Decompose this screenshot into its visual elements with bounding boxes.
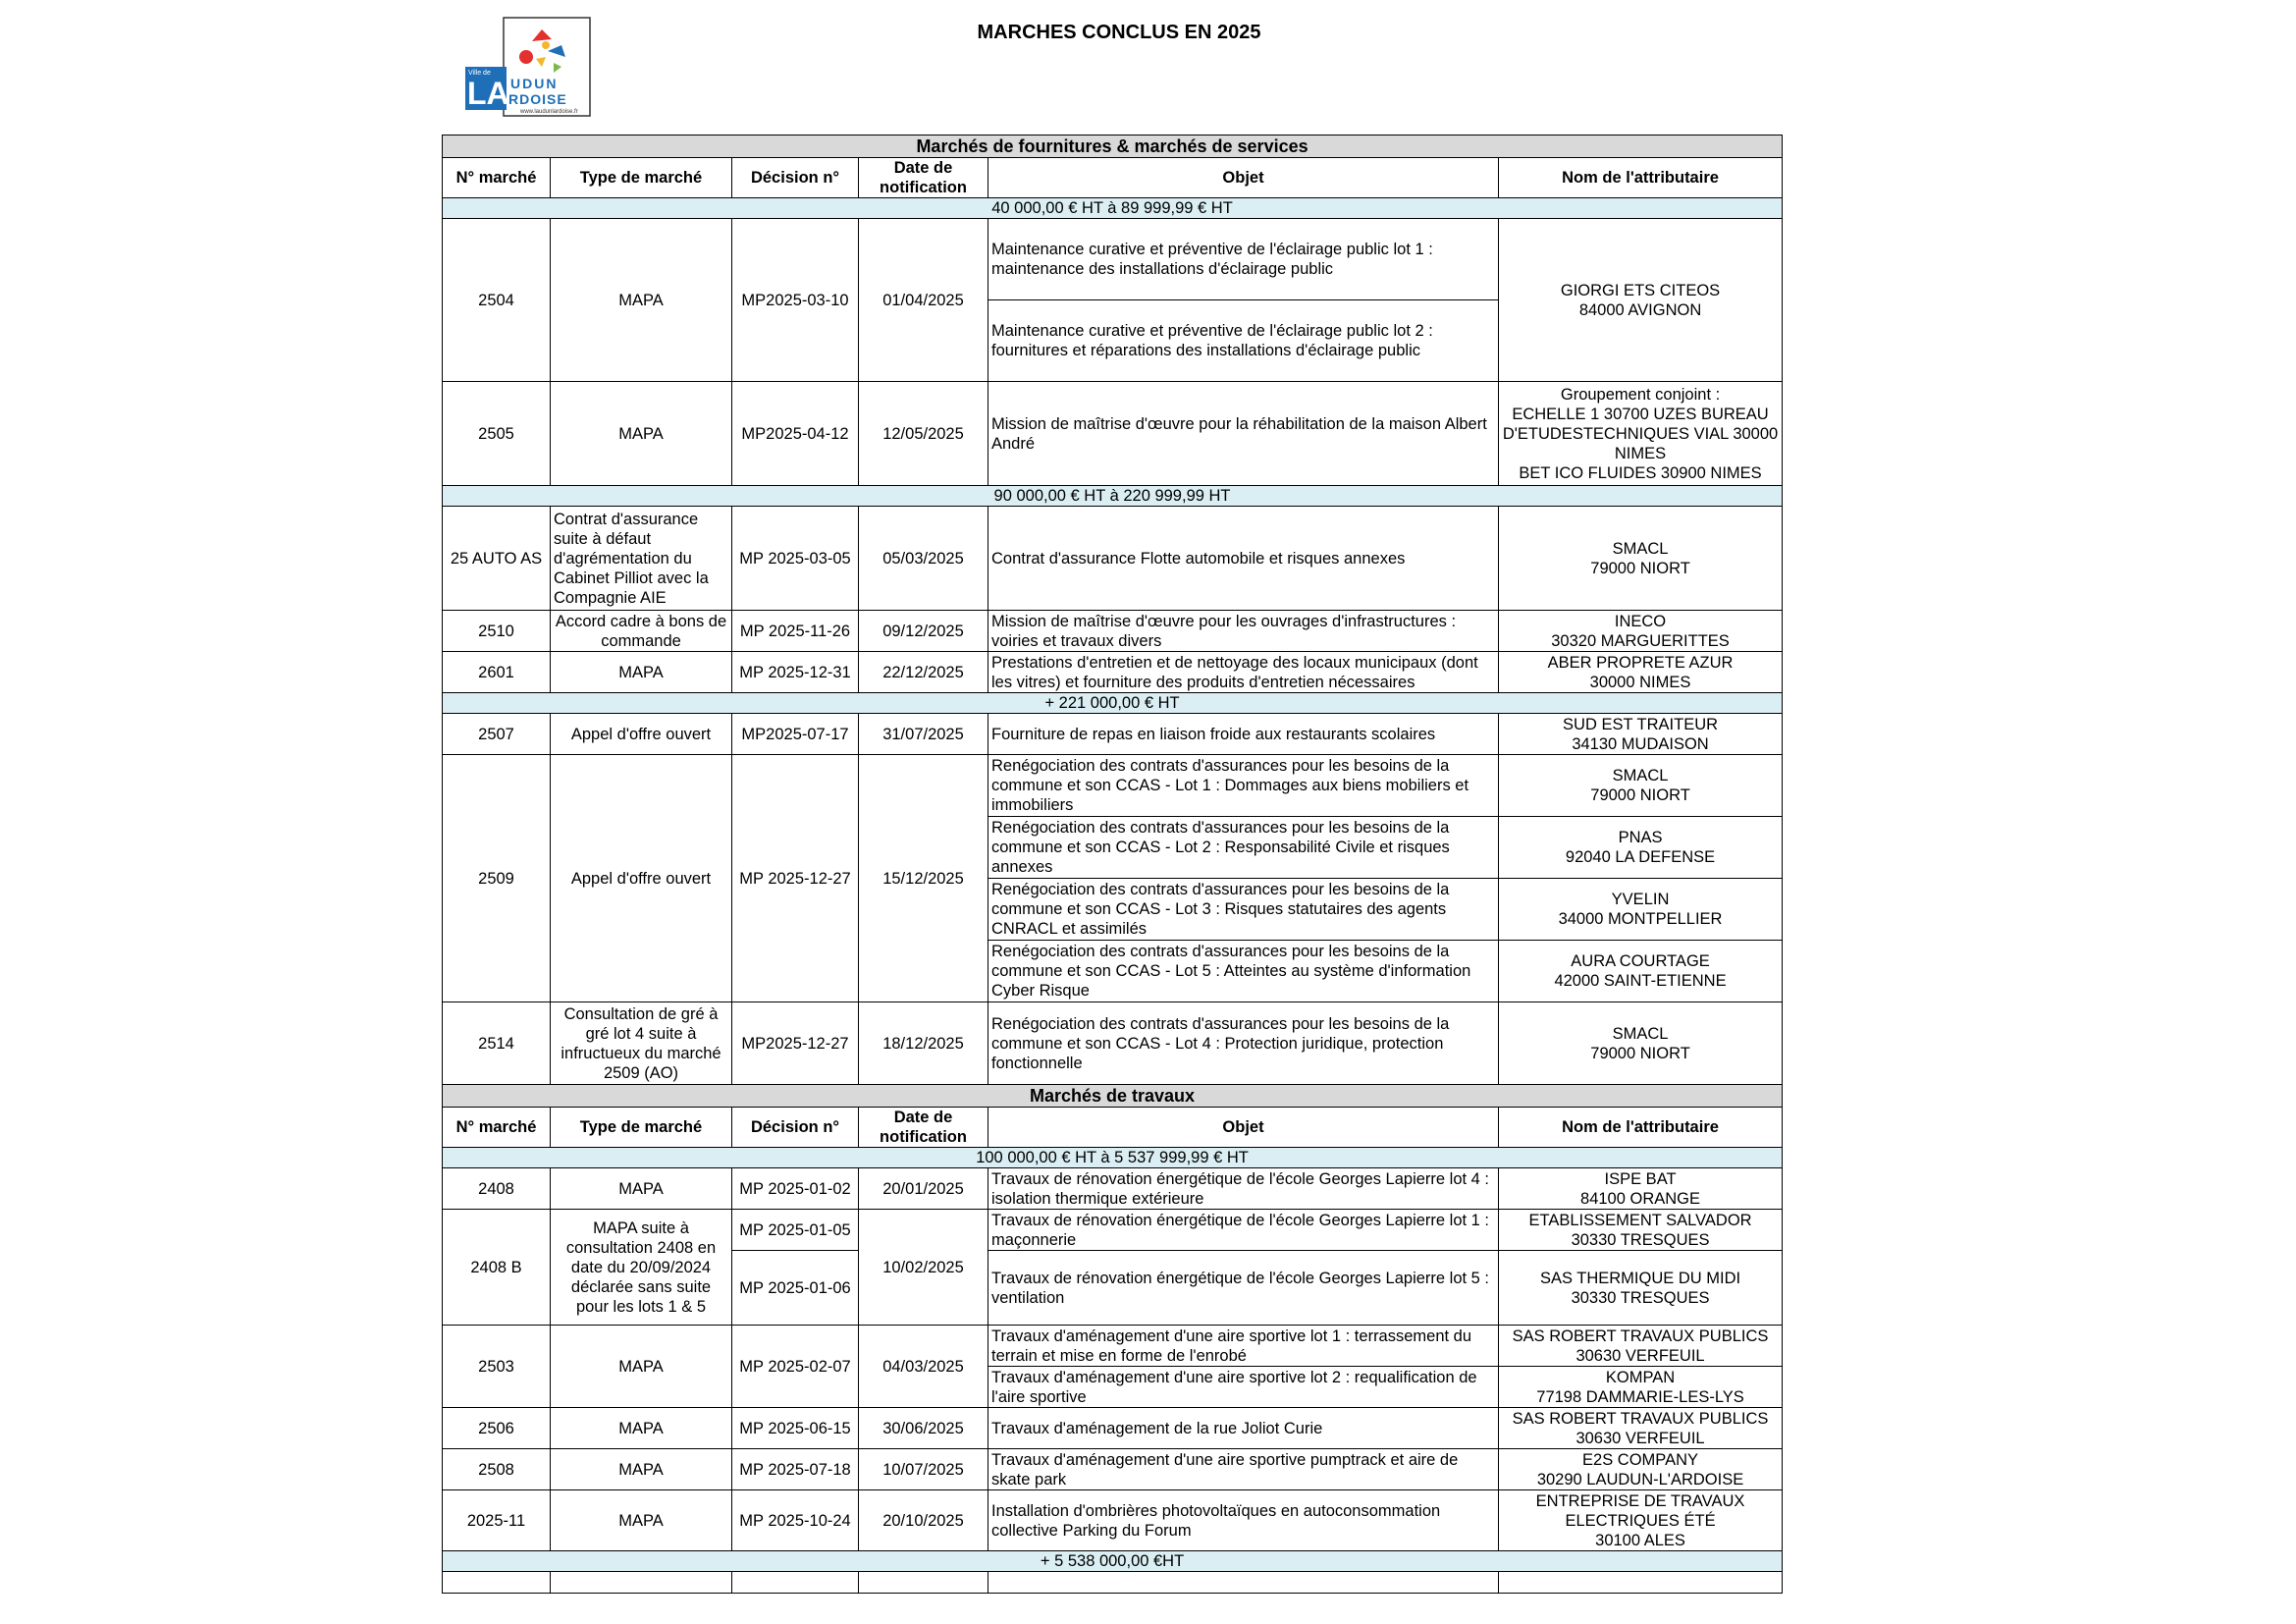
cell-decision: MP 2025-02-07 (732, 1326, 859, 1408)
cell-decision: MP2025-03-10 (732, 219, 859, 382)
cell-attributaire: SMACL 79000 NIORT (1499, 1002, 1783, 1085)
cell-attributaire: ISPE BAT 84100 ORANGE (1499, 1168, 1783, 1210)
cell-decision: MP2025-07-17 (732, 714, 859, 755)
cell-numero: 2507 (443, 714, 551, 755)
cell-objet: Travaux d'aménagement d'une aire sportive lot 2 : requalification de l'aire sportive (988, 1367, 1499, 1408)
cell-decision: MP2025-12-27 (732, 1002, 859, 1085)
cell-attributaire: INECO 30320 MARGUERITTES (1499, 611, 1783, 652)
cell-date: 12/05/2025 (859, 382, 988, 486)
cell-attributaire: E2S COMPANY 30290 LAUDUN-L'ARDOISE (1499, 1449, 1783, 1490)
col-header-type: Type de marché (551, 1108, 732, 1148)
col-header-objet: Objet (988, 1108, 1499, 1148)
cell-objet: Renégociation des contrats d'assurances pour les besoins de la commune et son CCAS - Lot 4 : Protection juridique, protection fonctionnelle (988, 1002, 1499, 1085)
cell-type: Consultation de gré à gré lot 4 suite à infructueux du marché 2509 (AO) (551, 1002, 732, 1085)
col-header-decision: Décision n° (732, 158, 859, 198)
cell-decision: MP 2025-01-06 (732, 1251, 859, 1326)
cell-numero: 2504 (443, 219, 551, 382)
svg-text:www.laudunlardoise.fr: www.laudunlardoise.fr (520, 109, 578, 115)
cell-date: 05/03/2025 (859, 507, 988, 611)
col-header-numero: N° marché (443, 1108, 551, 1148)
col-header-attributaire: Nom de l'attributaire (1499, 1108, 1783, 1148)
cell-date: 10/07/2025 (859, 1449, 988, 1490)
cell-numero: 2601 (443, 652, 551, 693)
contracts-table (442, 135, 1783, 1594)
cell-date: 31/07/2025 (859, 714, 988, 755)
cell-type: MAPA (551, 219, 732, 382)
cell-decision: MP 2025-03-05 (732, 507, 859, 611)
cell-attributaire: Groupement conjoint : ECHELLE 1 30700 UZES BUREAU D'ETUDESTECHNIQUES VIAL 30000 NIMES BET ICO FLUIDES 30900 NIMES (1499, 382, 1783, 486)
cell-attributaire: SUD EST TRAITEUR 34130 MUDAISON (1499, 714, 1783, 755)
table-row (443, 1408, 1783, 1449)
cell-date: 18/12/2025 (859, 1002, 988, 1085)
table-row (443, 1449, 1783, 1490)
cell-objet: Mission de maîtrise d'œuvre pour la réhabilitation de la maison Albert André (988, 382, 1499, 486)
cell-objet: Travaux de rénovation énergétique de l'école Georges Lapierre lot 5 : ventilation (988, 1251, 1499, 1326)
city-logo (459, 16, 592, 118)
cell-decision: MP 2025-01-05 (732, 1210, 859, 1251)
cell-objet: Prestations d'entretien et de nettoyage des locaux municipaux (dont les vitres) et fourniture des produits d'entretien nécessaires (988, 652, 1499, 693)
cell-numero: 2508 (443, 1449, 551, 1490)
cell-objet: Travaux d'aménagement d'une aire sportive pumptrack et aire de skate park (988, 1449, 1499, 1490)
cell-numero: 2514 (443, 1002, 551, 1085)
cell-date: 22/12/2025 (859, 652, 988, 693)
cell-decision: MP 2025-06-15 (732, 1408, 859, 1449)
table-row (443, 1002, 1783, 1085)
table-row (443, 1210, 1783, 1251)
amount-band: 100 000,00 € HT à 5 537 999,99 € HT (443, 1148, 1783, 1168)
cell-attributaire: ENTREPRISE DE TRAVAUX ELECTRIQUES ÉTÉ 30100 ALES (1499, 1490, 1783, 1551)
col-header-type: Type de marché (551, 158, 732, 198)
cell-attributaire: GIORGI ETS CITEOS 84000 AVIGNON (1499, 219, 1783, 382)
cell-type: Appel d'offre ouvert (551, 714, 732, 755)
cell-attributaire: SAS THERMIQUE DU MIDI 30330 TRESQUES (1499, 1251, 1783, 1326)
cell-numero: 2509 (443, 755, 551, 1002)
cell-type: MAPA (551, 1490, 732, 1551)
cell-type: Appel d'offre ouvert (551, 755, 732, 1002)
cell-decision: MP 2025-12-27 (732, 755, 859, 1002)
cell-date: 04/03/2025 (859, 1326, 988, 1408)
col-header-objet: Objet (988, 158, 1499, 198)
cell-attributaire: SMACL 79000 NIORT (1499, 507, 1783, 611)
cell-attributaire: SAS ROBERT TRAVAUX PUBLICS 30630 VERFEUIL (1499, 1326, 1783, 1367)
cell-numero: 25 AUTO AS (443, 507, 551, 611)
cell-objet: Travaux d'aménagement d'une aire sportive lot 1 : terrassement du terrain et mise en forme de l'enrobé (988, 1326, 1499, 1367)
cell-attributaire: SAS ROBERT TRAVAUX PUBLICS 30630 VERFEUIL (1499, 1408, 1783, 1449)
cell-date: 20/10/2025 (859, 1490, 988, 1551)
cell-attributaire: ABER PROPRETE AZUR 30000 NIMES (1499, 652, 1783, 693)
cell-objet: Travaux de rénovation énergétique de l'école Georges Lapierre lot 1 : maçonnerie (988, 1210, 1499, 1251)
table-row (443, 611, 1783, 652)
page-title: MARCHES CONCLUS EN 2025 (977, 22, 1261, 43)
cell-date: 30/06/2025 (859, 1408, 988, 1449)
table-row (443, 1168, 1783, 1210)
cell-numero: 2408 B (443, 1210, 551, 1326)
cell-objet: Maintenance curative et préventive de l'éclairage public lot 2 : fournitures et réparations des installations d'éclairage public (988, 300, 1499, 382)
cell-numero: 2505 (443, 382, 551, 486)
cell-date: 15/12/2025 (859, 755, 988, 1002)
cell-type: Accord cadre à bons de commande (551, 611, 732, 652)
cell-attributaire: PNAS 92040 LA DEFENSE (1499, 817, 1783, 879)
cell-attributaire: KOMPAN 77198 DAMMARIE-LES-LYS (1499, 1367, 1783, 1408)
cell-numero: 2025-11 (443, 1490, 551, 1551)
cell-numero: 2503 (443, 1326, 551, 1408)
amount-band: 40 000,00 € HT à 89 999,99 € HT (443, 198, 1783, 219)
cell-objet: Installation d'ombrières photovoltaïques en autoconsommation collective Parking du Forum (988, 1490, 1499, 1551)
svg-text:Ville de: Ville de (468, 70, 491, 77)
table-row (443, 382, 1783, 486)
table-row (443, 1326, 1783, 1367)
section-title-services: Marchés de fournitures & marchés de services (443, 135, 1783, 158)
cell-attributaire: AURA COURTAGE 42000 SAINT-ETIENNE (1499, 941, 1783, 1002)
col-header-decision: Décision n° (732, 1108, 859, 1148)
cell-type: Contrat d'assurance suite à défaut d'agrémentation du Cabinet Pilliot avec la Compagnie AIE (551, 507, 732, 611)
cell-numero: 2510 (443, 611, 551, 652)
cell-date: 09/12/2025 (859, 611, 988, 652)
cell-decision: MP 2025-07-18 (732, 1449, 859, 1490)
table-row (443, 219, 1783, 300)
svg-text:RDOISE: RDOISE (508, 91, 567, 107)
cell-objet: Renégociation des contrats d'assurances pour les besoins de la commune et son CCAS - Lot 2 : Responsabilité Civile et risques annexes (988, 817, 1499, 879)
cell-objet: Fourniture de repas en liaison froide aux restaurants scolaires (988, 714, 1499, 755)
col-header-date: Date de notification (859, 158, 988, 198)
cell-objet: Mission de maîtrise d'œuvre pour les ouvrages d'infrastructures : voiries et travaux divers (988, 611, 1499, 652)
cell-type: MAPA (551, 1168, 732, 1210)
cell-type: MAPA (551, 1326, 732, 1408)
table-row (443, 507, 1783, 611)
cell-decision: MP 2025-11-26 (732, 611, 859, 652)
amount-band-total: + 5 538 000,00 €HT (443, 1551, 1783, 1572)
cell-numero: 2506 (443, 1408, 551, 1449)
cell-attributaire: ETABLISSEMENT SALVADOR 30330 TRESQUES (1499, 1210, 1783, 1251)
cell-type: MAPA (551, 1449, 732, 1490)
cell-objet: Renégociation des contrats d'assurances pour les besoins de la commune et son CCAS - Lot 1 : Dommages aux biens mobiliers et immobiliers (988, 755, 1499, 817)
cell-attributaire: YVELIN 34000 MONTPELLIER (1499, 879, 1783, 941)
cell-decision: MP 2025-01-02 (732, 1168, 859, 1210)
cell-decision: MP 2025-12-31 (732, 652, 859, 693)
table-row (443, 1490, 1783, 1551)
cell-decision: MP2025-04-12 (732, 382, 859, 486)
cell-type: MAPA suite à consultation 2408 en date du 20/09/2024 déclarée sans suite pour les lots 1 & 5 (551, 1210, 732, 1326)
cell-date: 20/01/2025 (859, 1168, 988, 1210)
cell-objet: Maintenance curative et préventive de l'éclairage public lot 1 : maintenance des installations d'éclairage public (988, 219, 1499, 300)
cell-decision: MP 2025-10-24 (732, 1490, 859, 1551)
cell-date: 10/02/2025 (859, 1210, 988, 1326)
table-row (443, 714, 1783, 755)
cell-numero: 2408 (443, 1168, 551, 1210)
table-row (443, 652, 1783, 693)
cell-attributaire: SMACL 79000 NIORT (1499, 755, 1783, 817)
cell-type: MAPA (551, 1408, 732, 1449)
cell-objet: Travaux d'aménagement de la rue Joliot Curie (988, 1408, 1499, 1449)
col-header-attributaire: Nom de l'attributaire (1499, 158, 1783, 198)
svg-text:LA: LA (467, 76, 509, 111)
section-title-travaux: Marchés de travaux (443, 1085, 1783, 1108)
svg-text:UDUN: UDUN (510, 76, 559, 91)
cell-objet: Travaux de rénovation énergétique de l'école Georges Lapierre lot 4 : isolation thermique extérieure (988, 1168, 1499, 1210)
cell-type: MAPA (551, 382, 732, 486)
cell-date: 01/04/2025 (859, 219, 988, 382)
col-header-numero: N° marché (443, 158, 551, 198)
amount-band: 90 000,00 € HT à 220 999,99 HT (443, 486, 1783, 507)
cell-objet: Contrat d'assurance Flotte automobile et risques annexes (988, 507, 1499, 611)
cell-objet: Renégociation des contrats d'assurances pour les besoins de la commune et son CCAS - Lot 3 : Risques statutaires des agents CNRACL et assimilés (988, 879, 1499, 941)
cell-type: MAPA (551, 652, 732, 693)
table-row-empty (443, 1572, 1783, 1594)
cell-objet: Renégociation des contrats d'assurances pour les besoins de la commune et son CCAS - Lot 5 : Atteintes au système d'information Cyber Risque (988, 941, 1499, 1002)
col-header-date: Date de notification (859, 1108, 988, 1148)
amount-band: + 221 000,00 € HT (443, 693, 1783, 714)
table-row (443, 755, 1783, 817)
